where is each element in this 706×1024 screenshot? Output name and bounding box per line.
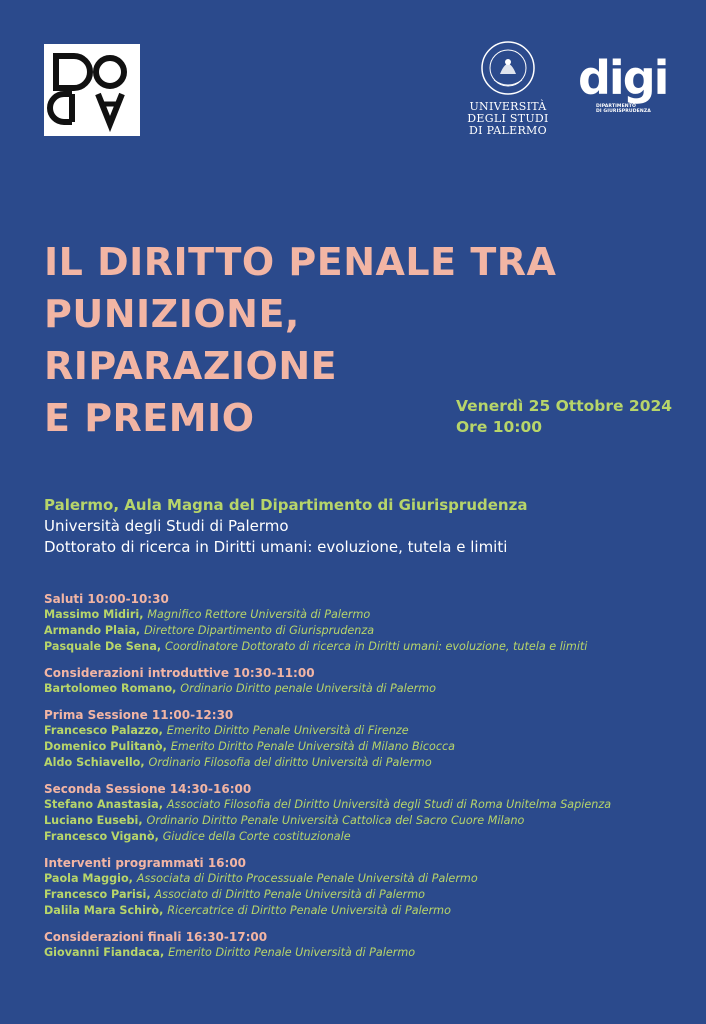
speaker-name: Francesco Viganò [44, 830, 155, 843]
program-section [44, 665, 684, 697]
speaker-row: Pasquale De Sena, Coordinatore Dottorato di ricerca in Diritti umani: evoluzione, tutela e limiti [44, 640, 588, 653]
section-title: Considerazioni introduttive 10:30-11:00 [44, 666, 315, 680]
event-venue [44, 495, 527, 558]
section-title: Seconda Sessione 14:30-16:00 [44, 782, 252, 796]
speaker-name: Massimo Midiri [44, 608, 140, 621]
program-section [44, 855, 684, 919]
speaker-name: Stefano Anastasia [44, 798, 159, 811]
event-time: Ore 10:00 [456, 418, 543, 436]
digi-subtitle [596, 104, 678, 114]
speaker-row: Luciano Eusebi, Ordinario Diritto Penale Università Cattolica del Sacro Cuore Milano [44, 814, 525, 827]
speaker-role: Ordinario Filosofia del diritto Università di Palermo [148, 756, 432, 769]
venue-university: Università degli Studi di Palermo [44, 517, 289, 535]
university-name [456, 101, 560, 137]
digi-subtitle-line: DI GIURISPRUDENZA [596, 109, 651, 114]
speaker-role: Associato Filosofia del Diritto Università degli Studi di Roma Unitelma Sapienza [166, 798, 612, 811]
university-name-line: DEGLI STUDI [467, 112, 549, 125]
section-title: Considerazioni finali 16:30-17:00 [44, 930, 268, 944]
event-day: Venerdì 25 Ottobre 2024 [456, 397, 673, 415]
speaker-row: Francesco Viganò, Giudice della Corte costituzionale [44, 830, 351, 843]
program-section [44, 781, 684, 845]
title-line: PUNIZIONE, [44, 292, 300, 336]
title-line: E PREMIO [44, 396, 255, 440]
speaker-row: Armando Plaia, Direttore Dipartimento di Giurisprudenza [44, 624, 375, 637]
university-seal-icon [480, 40, 536, 96]
speaker-row: Aldo Schiavello, Ordinario Filosofia del diritto Università di Palermo [44, 756, 432, 769]
speaker-role: Ricercatrice di Diritto Penale Università di Palermo [167, 904, 451, 917]
digi-wordmark: digi [578, 51, 668, 105]
program-section [44, 929, 684, 961]
speaker-row: Dalila Mara Schirò, Ricercatrice di Diritto Penale Università di Palermo [44, 904, 451, 917]
speaker-name: Pasquale De Sena [44, 640, 157, 653]
speaker-row: Francesco Parisi, Associato di Diritto Penale Università di Palermo [44, 888, 425, 901]
speaker-row: Paola Maggio, Associata di Diritto Processuale Penale Università di Palermo [44, 872, 478, 885]
speaker-name: Giovanni Fiandaca [44, 946, 160, 959]
speaker-row: Giovanni Fiandaca, Emerito Diritto Penale Università di Palermo [44, 946, 416, 959]
speaker-role: Associato di Diritto Penale Università di Palermo [154, 888, 425, 901]
title-line: IL DIRITTO PENALE TRA [44, 240, 557, 284]
speaker-role: Emerito Diritto Penale Università di Milano Bicocca [170, 740, 455, 753]
venue-place: Palermo, Aula Magna del Dipartimento di Giurisprudenza [44, 496, 528, 514]
speaker-row: Francesco Palazzo, Emerito Diritto Penale Università di Firenze [44, 724, 409, 737]
event-program [44, 591, 684, 971]
digi-subtitle-line: DIPARTIMENTO [596, 104, 636, 109]
venue-program: Dottorato di ricerca in Diritti umani: evoluzione, tutela e limiti [44, 538, 508, 556]
university-name-line: DI PALERMO [469, 124, 547, 137]
speaker-role: Coordinatore Dottorato di ricerca in Diritti umani: evoluzione, tutela e limiti [165, 640, 588, 653]
speaker-name: Aldo Schiavello [44, 756, 141, 769]
digi-logo [578, 51, 678, 114]
speaker-role: Direttore Dipartimento di Giurisprudenza [144, 624, 375, 637]
speaker-role: Giudice della Corte costituzionale [162, 830, 351, 843]
section-title: Saluti 10:00-10:30 [44, 592, 169, 606]
speaker-role: Magnifico Rettore Università di Palermo [147, 608, 371, 621]
speaker-role: Emerito Diritto Penale Università di Palermo [168, 946, 416, 959]
speaker-name: Dalila Mara Schirò [44, 904, 160, 917]
speaker-role: Associata di Diritto Processuale Penale Università di Palermo [136, 872, 478, 885]
section-title: Prima Sessione 11:00-12:30 [44, 708, 234, 722]
section-title: Interventi programmati 16:00 [44, 856, 247, 870]
speaker-row: Domenico Pulitanò, Emerito Diritto Penale Università di Milano Bicocca [44, 740, 455, 753]
speaker-row: Stefano Anastasia, Associato Filosofia del Diritto Università degli Studi di Roma Unitelma Sapienza [44, 798, 612, 811]
speaker-row: Massimo Midiri, Magnifico Rettore Università di Palermo [44, 608, 371, 621]
speaker-name: Paola Maggio [44, 872, 129, 885]
event-date [456, 396, 672, 438]
program-section [44, 591, 684, 655]
university-name-line: UNIVERSITÀ [469, 100, 547, 113]
speaker-row: Bartolomeo Romano, Ordinario Diritto penale Università di Palermo [44, 682, 436, 695]
title-line: RIPARAZIONE [44, 344, 338, 388]
speaker-name: Francesco Palazzo [44, 724, 159, 737]
speaker-name: Bartolomeo Romano [44, 682, 173, 695]
speaker-role: Emerito Diritto Penale Università di Firenze [166, 724, 409, 737]
doda-logo [44, 44, 140, 136]
speaker-name: Luciano Eusebi [44, 814, 139, 827]
speaker-name: Domenico Pulitanò [44, 740, 163, 753]
speaker-name: Armando Plaia [44, 624, 136, 637]
speaker-role: Ordinario Diritto penale Università di Palermo [180, 682, 436, 695]
university-logo [456, 40, 560, 137]
speaker-name: Francesco Parisi [44, 888, 147, 901]
program-section [44, 707, 684, 771]
doda-logo-icon [44, 44, 140, 136]
speaker-role: Ordinario Diritto Penale Università Cattolica del Sacro Cuore Milano [146, 814, 525, 827]
